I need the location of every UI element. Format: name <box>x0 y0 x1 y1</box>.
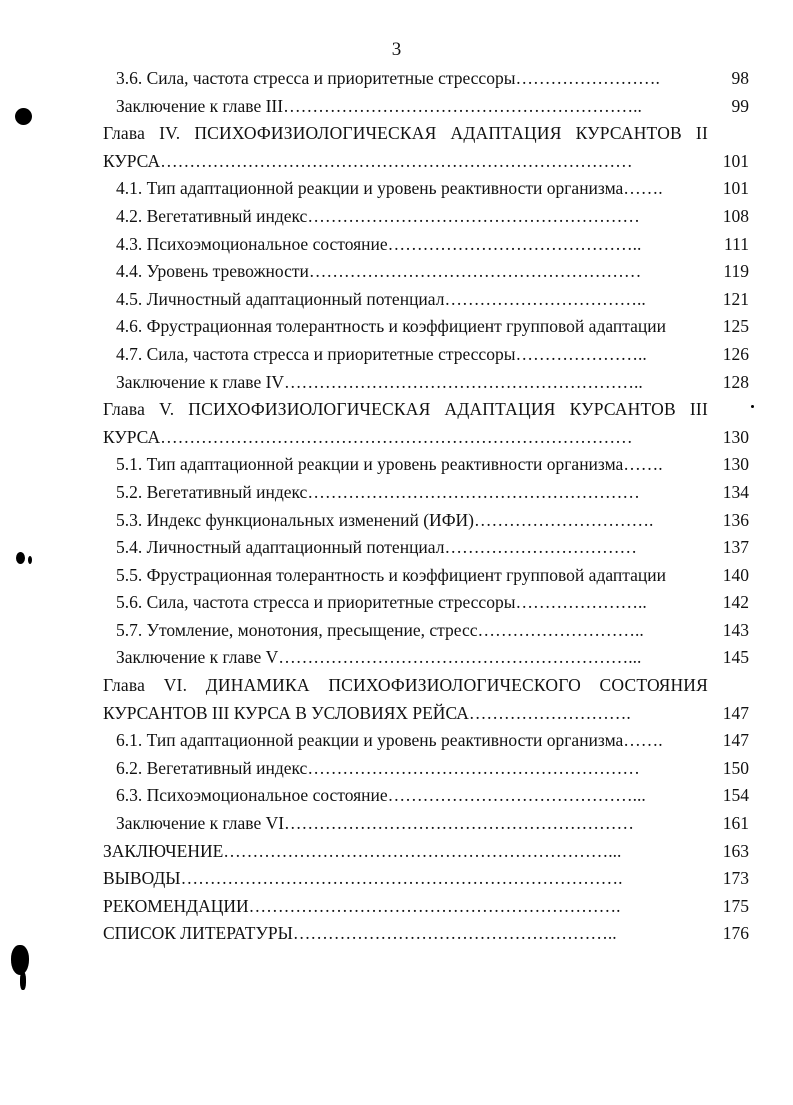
toc-page-number: 176 <box>722 923 749 944</box>
toc-chapter-title: Глава V. ПСИХОФИЗИОЛОГИЧЕСКАЯ АДАПТАЦИЯ КУРСАНТОВ III <box>103 399 708 420</box>
toc-entry-title: 5.7. Утомление, монотония, пресыщение, стресс……………………….. <box>116 619 644 640</box>
toc-entry-title: 5.3. Индекс функциональных изменений (ИФИ)…………………………. <box>116 509 654 530</box>
toc-entry <box>0 506 793 534</box>
toc-entry-title: 3.6. Сила, частота стресса и приоритетные стрессоры……………………. <box>116 68 660 88</box>
toc-page-number: 143 <box>722 619 749 640</box>
toc-page-number: 126 <box>722 343 749 364</box>
toc-page-number: 121 <box>722 288 749 309</box>
toc-page-number: 163 <box>722 840 749 861</box>
scan-speck <box>11 945 29 975</box>
toc-entry <box>0 754 793 782</box>
toc-entry-title: КУРСА……………………………………………………………………… <box>103 150 633 171</box>
toc-entry <box>0 202 793 230</box>
toc-entry <box>0 864 793 892</box>
toc-entry <box>0 423 793 451</box>
toc-entry <box>0 478 793 506</box>
toc-page-number: 150 <box>722 757 749 778</box>
toc-entry <box>0 809 793 837</box>
toc-page-number: 108 <box>722 205 749 226</box>
toc-entry-title: 5.1. Тип адаптационной реакции и уровень реактивности организма……. <box>116 454 663 475</box>
toc-entry-title: КУРСАНТОВ III КУРСА В УСЛОВИЯХ РЕЙСА………………………. <box>103 702 631 723</box>
toc-entry <box>0 643 793 671</box>
scan-speck <box>16 552 25 564</box>
toc-entry <box>0 147 793 175</box>
toc-entry <box>0 92 793 120</box>
toc-entry <box>0 892 793 920</box>
toc-entry-title: ЗАКЛЮЧЕНИЕ…………………………………………………………... <box>103 840 622 861</box>
toc-entry-title: 6.1. Тип адаптационной реакции и уровень реактивности организма……. <box>116 730 663 751</box>
toc-chapter-title: Глава IV. ПСИХОФИЗИОЛОГИЧЕСКАЯ АДАПТАЦИЯ КУРСАНТОВ II <box>103 123 708 144</box>
toc-entry <box>0 285 793 313</box>
toc-page-number: 128 <box>722 371 749 392</box>
toc-entry-title: Заключение к главе V……………………………………………………... <box>116 647 642 668</box>
toc-entry-title: 5.6. Сила, частота стресса и приоритетные стрессоры………………….. <box>116 592 647 613</box>
toc-page-number: 98 <box>731 68 749 88</box>
toc-entry <box>0 671 793 699</box>
toc-entry-title: 4.3. Психоэмоциональное состояние…………………………………….. <box>116 233 642 254</box>
toc-entry <box>0 588 793 616</box>
toc-entry <box>0 119 793 147</box>
toc-entry-title: 5.2. Вегетативный индекс………………………………………………… <box>116 481 640 502</box>
toc-entry-title: КУРСА……………………………………………………………………… <box>103 426 633 447</box>
toc-page-number: 101 <box>722 150 749 171</box>
scan-speck <box>751 405 754 408</box>
toc-entry-title: 6.3. Психоэмоциональное состояние……………………………………... <box>116 785 646 806</box>
toc-page-number: 125 <box>722 316 749 337</box>
toc-page-number: 161 <box>722 813 749 834</box>
scan-speck <box>20 972 26 990</box>
toc-entry-title: 5.4. Личностный адаптационный потенциал…………………………… <box>116 537 637 558</box>
toc-entry <box>0 257 793 285</box>
toc-entry-title: 4.6. Фрустрационная толерантность и коэффициент групповой адаптации <box>116 316 666 337</box>
toc-entry <box>0 726 793 754</box>
scan-speck <box>28 556 32 564</box>
toc-entry <box>0 64 793 92</box>
toc-entry <box>0 699 793 727</box>
toc-page-number: 142 <box>722 592 749 613</box>
toc-entry <box>0 919 793 947</box>
toc-page-number: 134 <box>722 481 749 502</box>
toc-entry-title: Заключение к главе IV…………………………………………………….. <box>116 371 643 392</box>
toc-entry <box>0 368 793 396</box>
toc-page-number: 173 <box>722 868 749 889</box>
toc-page-number: 130 <box>722 426 749 447</box>
toc-entry <box>0 174 793 202</box>
toc-entry-title: ВЫВОДЫ…………………………………………………………………. <box>103 868 623 889</box>
toc-entry-title: Заключение к главе VI…………………………………………………… <box>116 813 635 834</box>
toc-chapter-title: Глава VI. ДИНАМИКА ПСИХОФИЗИОЛОГИЧЕСКОГО СОСТОЯНИЯ <box>103 675 708 696</box>
toc-page-number: 154 <box>722 785 749 806</box>
toc-entry-title: 4.1. Тип адаптационной реакции и уровень реактивности организма……. <box>116 178 663 199</box>
toc-entry <box>0 312 793 340</box>
toc-page-number: 101 <box>722 178 749 199</box>
toc-page-number: 130 <box>722 454 749 475</box>
toc-entry <box>0 837 793 865</box>
toc-entry <box>0 340 793 368</box>
toc-entry <box>0 533 793 561</box>
toc-entry-title: 4.4. Уровень тревожности………………………………………………… <box>116 261 642 282</box>
toc-entry-title: 4.7. Сила, частота стресса и приоритетные стрессоры………………….. <box>116 343 647 364</box>
toc-page-number: 147 <box>722 702 749 723</box>
toc-entry <box>0 561 793 589</box>
toc-entry-title: РЕКОМЕНДАЦИИ………………………………………………………. <box>103 895 621 916</box>
page-number: 3 <box>391 39 402 60</box>
toc-page-number: 137 <box>722 537 749 558</box>
table-of-contents <box>0 64 793 947</box>
toc-entry <box>0 230 793 258</box>
toc-entry-title: Заключение к главе III…………………………………………………….. <box>116 95 642 116</box>
toc-entry-title: 4.5. Личностный адаптационный потенциал…………………………….. <box>116 288 646 309</box>
toc-entry <box>0 395 793 423</box>
scan-speck <box>15 108 32 125</box>
toc-page-number: 111 <box>724 233 749 254</box>
toc-entry-title: СПИСОК ЛИТЕРАТУРЫ……………………………………………….. <box>103 923 617 944</box>
toc-page-number: 99 <box>731 95 749 116</box>
toc-page-number: 136 <box>722 509 749 530</box>
toc-entry-title: 5.5. Фрустрационная толерантность и коэффициент групповой адаптации <box>116 564 666 585</box>
toc-entry-title: 4.2. Вегетативный индекс………………………………………………… <box>116 205 640 226</box>
toc-page-number: 119 <box>723 261 749 282</box>
toc-entry <box>0 616 793 644</box>
toc-entry-title: 6.2. Вегетативный индекс………………………………………………… <box>116 757 640 778</box>
toc-entry <box>0 450 793 478</box>
toc-page-number: 175 <box>722 895 749 916</box>
toc-entry <box>0 781 793 809</box>
toc-page-number: 140 <box>722 564 749 585</box>
toc-page-number: 145 <box>722 647 749 668</box>
toc-page-number: 147 <box>722 730 749 751</box>
